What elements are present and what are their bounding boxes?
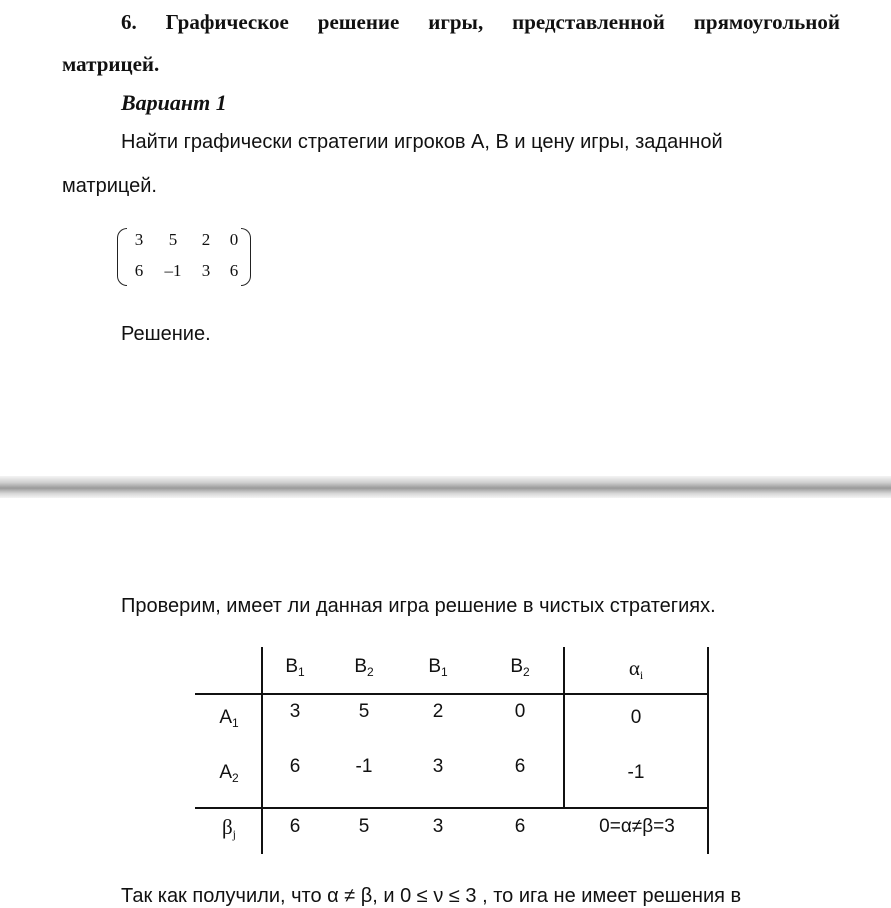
matrix-cell: 6 bbox=[229, 261, 239, 280]
task-text-line-1: Найти графически стратегии игроков А, В и цену игры, заданной bbox=[121, 131, 723, 153]
beta-value: 5 bbox=[358, 816, 370, 837]
beta-value: 3 bbox=[432, 816, 444, 837]
matrix-cell: 0 bbox=[229, 230, 239, 249]
heading-word: прямоугольной bbox=[693, 10, 840, 34]
solution-label: Решение. bbox=[121, 323, 211, 345]
check-text: Проверим, имеет ли данная игра решение в чистых стратегиях. bbox=[121, 595, 716, 617]
heading-word: игры, bbox=[428, 10, 484, 34]
heading-word: Графическое bbox=[165, 10, 289, 34]
table-hline bbox=[195, 693, 709, 695]
payoff-matrix bbox=[117, 226, 251, 288]
matrix-cell: –1 bbox=[164, 261, 182, 280]
table-cell: 6 bbox=[514, 756, 526, 777]
conclusion-text: Так как получили, что α ≠ β, и 0 ≤ ν ≤ 3 , то ига не имеет решения в bbox=[121, 885, 742, 907]
column-header-b1: $B_1$ bbox=[285, 656, 305, 679]
alpha-value: 0 bbox=[630, 707, 642, 728]
matrix-cell: 2 bbox=[201, 230, 211, 249]
beta-value: 6 bbox=[289, 816, 301, 837]
matrix-cell: 5 bbox=[168, 230, 178, 249]
table-vline bbox=[261, 647, 263, 854]
column-header-alpha: αi bbox=[628, 656, 644, 682]
heading-word: 6. bbox=[121, 10, 137, 34]
heading-word: решение bbox=[317, 10, 400, 34]
column-header-b2: $B_2$ bbox=[354, 656, 374, 679]
page-break-divider bbox=[0, 476, 891, 498]
beta-value: 6 bbox=[514, 816, 526, 837]
matrix-cell: 6 bbox=[134, 261, 144, 280]
column-header-b2: $B_2$ bbox=[510, 656, 530, 679]
game-result: 0=α≠β=3 bbox=[599, 816, 675, 837]
table-cell: 2 bbox=[432, 701, 444, 722]
section-heading-line-1 bbox=[121, 10, 840, 35]
table-cell: -1 bbox=[355, 756, 373, 777]
matrix-cell: 3 bbox=[134, 230, 144, 249]
variant-title: Вариант 1 bbox=[121, 90, 227, 115]
table-cell: 5 bbox=[358, 701, 370, 722]
table-vline bbox=[563, 647, 565, 809]
row-label-a2: $A_2$ bbox=[219, 762, 239, 785]
table-cell: 3 bbox=[432, 756, 444, 777]
alpha-value: -1 bbox=[627, 762, 645, 783]
table-cell: 3 bbox=[289, 701, 301, 722]
table-cell: 0 bbox=[514, 701, 526, 722]
column-header-b1: $B_1$ bbox=[428, 656, 448, 679]
heading-word: представленной bbox=[512, 10, 665, 34]
table-vline bbox=[707, 647, 709, 854]
task-text-line-2: матрицей. bbox=[62, 175, 157, 197]
table-cell: 6 bbox=[289, 756, 301, 777]
table-hline bbox=[195, 807, 709, 809]
matrix-cell: 3 bbox=[201, 261, 211, 280]
row-label-a1: $A_1$ bbox=[219, 707, 239, 730]
section-heading-line-2: матрицей. bbox=[62, 52, 160, 76]
row-label-beta: βj bbox=[221, 815, 237, 841]
